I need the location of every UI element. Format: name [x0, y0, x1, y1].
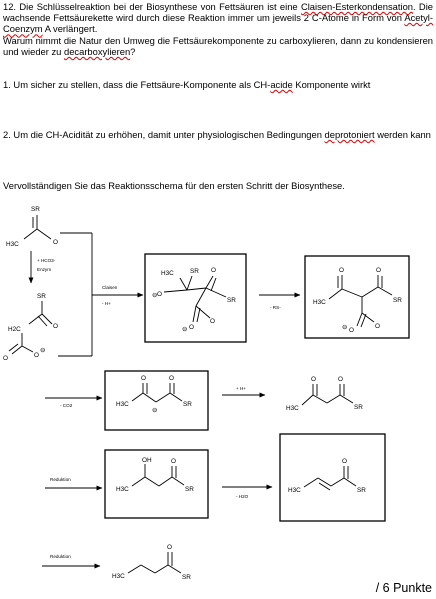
o-label: O [338, 376, 343, 383]
enzym-label: Enzym [37, 267, 52, 272]
points-label: / 6 Punkte [375, 581, 432, 595]
minus-co2-label: - CO2 [60, 403, 73, 408]
charge-label: ⊖ [152, 292, 158, 299]
acetoacetyl-sr-molecule [286, 376, 363, 412]
o-label: O [339, 267, 344, 274]
o-label: O [375, 323, 380, 330]
o-label: O [53, 323, 58, 330]
o-label: O [210, 318, 215, 325]
spell-word: acide [270, 79, 293, 90]
sr-label: SR [31, 206, 40, 213]
spell-word: deprotoniert [324, 129, 375, 140]
answer-text-part: 1. Um sicher zu stellen, dass die Fettsäure-Komponente als CH- [3, 79, 271, 90]
minus-h-label: - H+ [102, 301, 111, 306]
o-label: O [141, 375, 146, 382]
enolate-molecule [116, 375, 192, 414]
o-label: O [53, 239, 58, 246]
spell-word: Acetyl-Coenzym [3, 12, 433, 35]
charge-label: ⊖ [182, 326, 188, 333]
o-label: O [167, 544, 172, 551]
h2c-label: H2C [8, 326, 21, 333]
o-label: O [376, 267, 381, 274]
reaction-scheme [0, 196, 436, 599]
question-text [3, 1, 433, 57]
h3c-label: H3C [286, 405, 299, 412]
h3c-label: H3C [161, 270, 174, 277]
reduktion-label: Reduktion [50, 477, 71, 482]
charge-label: ⊖ [152, 407, 158, 414]
minus-rs-label: - RS- [270, 305, 281, 310]
sr-label: SR [190, 268, 199, 275]
h3c-label: H3C [116, 486, 129, 493]
enoyl-molecule [288, 458, 366, 494]
question-text-part: . Die wachsende Fettsäurekette wird durch diese Reaktion immer um jeweils 2 C-Atome in Form von [3, 1, 433, 24]
o-label: O [342, 458, 347, 465]
h3c-label: H3C [112, 573, 125, 580]
o-label: O [171, 458, 176, 465]
o-label: O [34, 352, 39, 359]
sr-label: SR [393, 297, 402, 304]
sr-label: SR [182, 574, 191, 581]
charge-label: ⊖ [342, 324, 348, 331]
minus-h2o-label: - H2O [236, 494, 249, 499]
o-label: O [169, 375, 174, 382]
sr-label: SR [227, 297, 236, 304]
answer-1 [3, 79, 433, 90]
sr-label: SR [354, 404, 363, 411]
reduktion-label: Reduktion [50, 554, 71, 559]
hco3-label: + HCO3- [37, 258, 56, 263]
question-text-part: ? [130, 45, 136, 57]
acetyl-sr-molecule [6, 206, 58, 248]
o-label: O [3, 355, 8, 362]
charge-label: ⊖ [40, 347, 46, 354]
claisen-label: Claisen [102, 285, 118, 290]
plus-h-label: + H+ [236, 386, 246, 391]
oh-label: OH [142, 457, 152, 464]
spell-word: decarboxylieren [63, 45, 131, 57]
h3c-label: H3C [116, 401, 129, 408]
tetrahedral-intermediate [152, 267, 236, 333]
o-label: O [211, 267, 216, 274]
sr-label: SR [183, 401, 192, 408]
h3c-label: H3C [6, 241, 19, 248]
h3c-label: H3C [288, 487, 301, 494]
sr-label: SR [185, 486, 194, 493]
o-label: O [311, 376, 316, 383]
o-label: O [189, 324, 194, 331]
question-text-part: 12. Die Schlüsselreaktion bei der Biosynthese von Fettsäuren ist eine [3, 1, 301, 12]
question-text-part: A verlängert. [42, 23, 98, 35]
answer-text-part: 2. Um die CH-Acidität zu erhöhen, damit unter physiologischen Bedingungen [3, 129, 325, 140]
sr-label: SR [37, 293, 46, 300]
spell-word: Claisen-Esterkondensation [300, 1, 413, 12]
malonyl-sr-molecule [3, 293, 58, 362]
task-text: Vervollständigen Sie das Reaktionsschema für den ersten Schritt der Biosynthese. [3, 180, 345, 191]
answer-text-part: werden kann [374, 129, 431, 140]
o-label: O [157, 291, 162, 298]
sr-label: SR [357, 487, 366, 494]
h3c-label: H3C [313, 299, 326, 306]
answer-2 [3, 129, 433, 140]
answer-text-part: Komponente wirkt [292, 79, 371, 90]
o-label: O [349, 327, 354, 334]
ketoacid-molecule [313, 267, 402, 334]
enoyl-box [280, 434, 385, 521]
butyryl-sr-molecule [112, 544, 191, 581]
question-text-part: Warum nimmt die Natur den Umweg die Fettsäurekomponente zu carboxylieren, dann zu kondensieren und wieder zu [3, 34, 433, 57]
hydroxy-molecule [116, 457, 194, 493]
